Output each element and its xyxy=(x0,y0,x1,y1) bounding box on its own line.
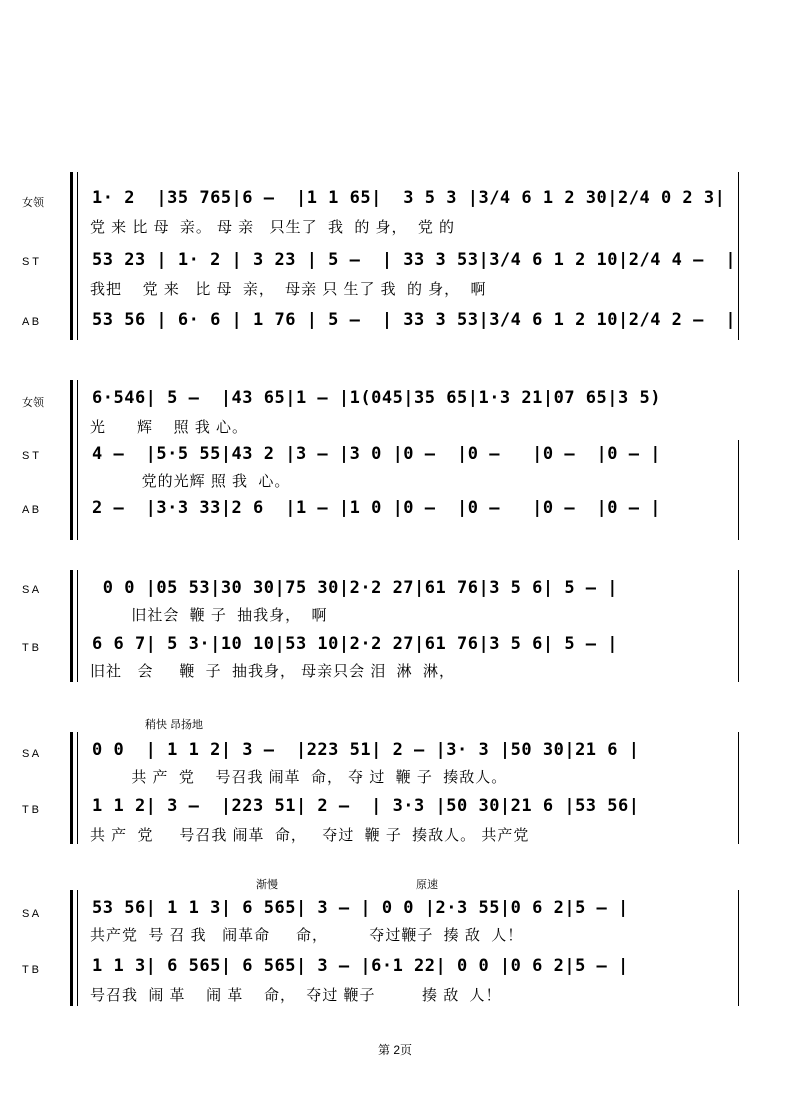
tempo-marking: 渐慢 xyxy=(256,879,278,891)
notation-line: 0 0 | 1 1 2| 3 – |223 51| 2 – |3· 3 |50 30|21 6 | xyxy=(92,740,640,760)
notation-line: 1· 2 |35 765|6 – |1 1 65| 3 5 3 |3/4 6 1 2 30|2/4 0 2 3| xyxy=(92,188,726,208)
notation-line: 1 1 3| 6 565| 6 565| 3 – |6·1 22| 0 0 |0 6 2|5 – | xyxy=(92,956,629,976)
lyric-line: 共 产 党 号召我 闹革 命， 夺 过 鞭 子 揍敌人。 xyxy=(90,769,508,786)
lyric-line: 党 来 比 母 亲。 母 亲 只生了 我 的 身， 党 的 xyxy=(90,219,456,236)
page-number: 第 2页 xyxy=(377,1043,412,1057)
lyric-line: 党的光辉 照 我 心。 xyxy=(90,473,291,490)
system-barline xyxy=(77,890,78,1006)
part-label: 女领 xyxy=(22,397,44,409)
tempo-marking: 原速 xyxy=(416,879,438,891)
lyric-line: 共 产 党 号召我 闹革 命， 夺过 鞭 子 揍敌人。 共产党 xyxy=(90,827,530,844)
part-label: A B xyxy=(22,504,40,516)
lyric-line: 光 辉 照 我 心。 xyxy=(90,419,249,436)
notation-line: 0 0 |05 53|30 30|75 30|2·2 27|61 76|3 5 6| 5 – | xyxy=(92,578,619,598)
notation-line: 6 6 7| 5 3·|10 10|53 10|2·2 27|61 76|3 5 6| 5 – | xyxy=(92,634,619,654)
notation-line: 6·546| 5 – |43 65|1 – |1(045|35 65|1·3 21|07 65|3 5) xyxy=(92,388,661,408)
part-label: S A xyxy=(22,748,40,760)
part-label: S A xyxy=(22,584,40,596)
lyric-line: 我把 党 来 比 母 亲， 母亲 只 生了 我 的 身， 啊 xyxy=(90,281,487,298)
system-barline xyxy=(77,570,78,682)
lyric-line: 旧社 会 鞭 子 抽我身， 母亲只会 泪 淋 淋， xyxy=(90,663,456,680)
part-label: 女领 xyxy=(22,197,44,209)
part-label: S T xyxy=(22,450,39,462)
part-label: A B xyxy=(22,316,40,328)
notation-line: 53 56 | 6· 6 | 1 76 | 5 – | 33 3 53|3/4 6 1 2 10|2/4 2 – | xyxy=(92,310,737,330)
system-barline xyxy=(77,380,78,540)
lyric-line: 共产党 号 召 我 闹革命 命， 夺过鞭子 揍 敌 人！ xyxy=(90,927,524,944)
system-barline xyxy=(77,732,78,844)
lyric-line: 旧社会 鞭 子 抽我身， 啊 xyxy=(90,607,328,624)
notation-line: 4 – |5·5 55|43 2 |3 – |3 0 |0 – |0 – |0 – |0 – | xyxy=(92,444,661,464)
tempo-marking: 稍快 昂扬地 xyxy=(145,719,204,731)
part-label: T B xyxy=(22,804,39,816)
part-label: T B xyxy=(22,642,39,654)
part-label: S A xyxy=(22,908,40,920)
part-label: T B xyxy=(22,964,39,976)
notation-line: 1 1 2| 3 – |223 51| 2 – | 3·3 |50 30|21 6 |53 56| xyxy=(92,796,640,816)
notation-line: 53 23 | 1· 2 | 3 23 | 5 – | 33 3 53|3/4 6 1 2 10|2/4 4 – | xyxy=(92,250,737,270)
notation-line: 53 56| 1 1 3| 6 565| 3 – | 0 0 |2·3 55|0 6 2|5 – | xyxy=(92,898,629,918)
part-label: S T xyxy=(22,256,39,268)
system-barline xyxy=(77,172,78,340)
notation-line: 2 – |3·3 33|2 6 |1 – |1 0 |0 – |0 – |0 – |0 – | xyxy=(92,498,661,518)
lyric-line: 号召我 闹 革 闹 革 命， 夺过 鞭子 揍 敌 人！ xyxy=(90,987,502,1004)
